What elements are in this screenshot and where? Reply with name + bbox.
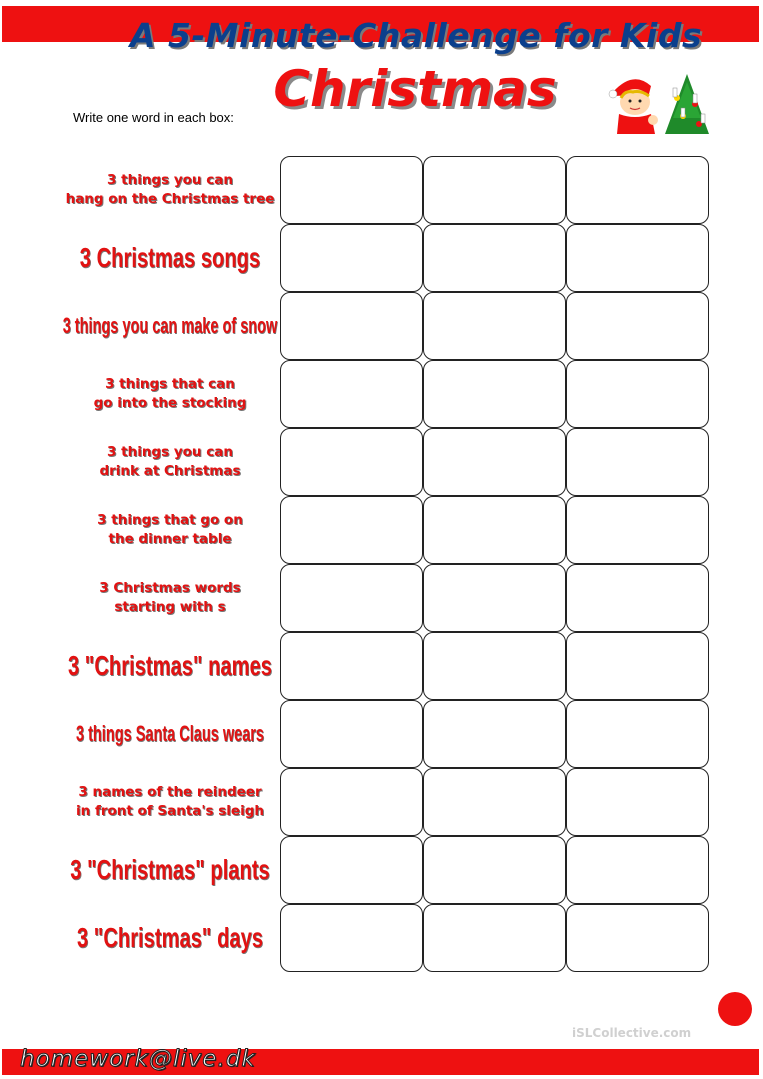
challenge-prompt-text bbox=[68, 646, 272, 685]
challenge-row bbox=[60, 156, 760, 224]
prompt-line-1: 3 things that can bbox=[105, 376, 235, 393]
prompt-line-1: 3 "Christmas" days bbox=[76, 922, 264, 954]
challenge-prompt bbox=[76, 904, 264, 972]
challenge-row bbox=[60, 768, 760, 836]
answer-box[interactable] bbox=[280, 632, 423, 700]
challenge-prompt bbox=[70, 836, 270, 904]
answer-box[interactable] bbox=[423, 428, 566, 496]
prompt-line-1: 3 "Christmas" plants bbox=[70, 854, 270, 886]
challenge-prompt bbox=[79, 224, 261, 292]
answer-box[interactable] bbox=[280, 156, 423, 224]
challenge-prompt-text bbox=[99, 443, 240, 481]
answer-box[interactable] bbox=[280, 292, 423, 360]
answer-box[interactable] bbox=[566, 156, 709, 224]
challenge-row bbox=[60, 836, 760, 904]
answer-box[interactable] bbox=[566, 360, 709, 428]
answer-box[interactable] bbox=[423, 836, 566, 904]
prompt-line-1: 3 things Santa Claus wears bbox=[75, 720, 265, 746]
answer-box[interactable] bbox=[423, 224, 566, 292]
answer-box[interactable] bbox=[566, 904, 709, 972]
answer-box[interactable] bbox=[566, 768, 709, 836]
answer-box[interactable] bbox=[566, 428, 709, 496]
instruction-text: Write one word in each box: bbox=[73, 110, 234, 125]
challenge-row bbox=[60, 564, 760, 632]
challenge-prompt bbox=[60, 496, 280, 564]
challenge-prompt-text bbox=[97, 511, 243, 549]
answer-box[interactable] bbox=[566, 836, 709, 904]
prompt-line-1: 3 things you can bbox=[107, 172, 233, 189]
red-dot bbox=[718, 992, 752, 1026]
answer-box[interactable] bbox=[280, 904, 423, 972]
challenge-prompt bbox=[60, 428, 280, 496]
challenge-prompt bbox=[75, 700, 265, 768]
challenge-prompt bbox=[67, 632, 273, 700]
challenge-prompt bbox=[60, 360, 280, 428]
challenge-prompt-text bbox=[66, 171, 275, 209]
challenge-row bbox=[60, 496, 760, 564]
prompt-line-2: starting with s bbox=[114, 599, 226, 615]
challenge-prompt-text bbox=[76, 783, 264, 821]
prompt-line-2: drink at Christmas bbox=[99, 463, 241, 479]
answer-box[interactable] bbox=[280, 836, 423, 904]
challenge-prompt bbox=[60, 768, 280, 836]
answer-box[interactable] bbox=[566, 292, 709, 360]
answer-box[interactable] bbox=[566, 564, 709, 632]
worksheet-title: A 5-Minute-Challenge for Kids bbox=[130, 16, 703, 55]
answer-box[interactable] bbox=[423, 360, 566, 428]
answer-box[interactable] bbox=[566, 700, 709, 768]
answer-box[interactable] bbox=[423, 904, 566, 972]
prompt-line-2: the dinner table bbox=[108, 531, 232, 547]
topic-title: Christmas bbox=[273, 60, 557, 118]
answer-box[interactable] bbox=[566, 632, 709, 700]
answer-box[interactable] bbox=[280, 224, 423, 292]
answer-box[interactable] bbox=[566, 224, 709, 292]
answer-box[interactable] bbox=[423, 292, 566, 360]
challenge-row bbox=[60, 360, 760, 428]
elf-with-christmas-tree-icon bbox=[605, 68, 715, 140]
challenge-row bbox=[60, 292, 760, 360]
challenge-prompt-text bbox=[99, 579, 240, 617]
answer-box[interactable] bbox=[423, 496, 566, 564]
challenge-prompt-text bbox=[94, 375, 247, 413]
prompt-line-1: 3 things that go on bbox=[97, 512, 243, 529]
prompt-line-1: 3 "Christmas" names bbox=[67, 650, 273, 682]
prompt-line-1: 3 things you can make of snow bbox=[62, 312, 278, 338]
answer-box[interactable] bbox=[280, 768, 423, 836]
challenge-row bbox=[60, 632, 760, 700]
challenge-prompt bbox=[60, 156, 280, 224]
prompt-line-2: go into the stocking bbox=[93, 395, 247, 411]
prompt-line-1: 3 Christmas words bbox=[99, 580, 241, 597]
challenge-row bbox=[60, 904, 760, 972]
prompt-line-1: 3 Christmas songs bbox=[79, 242, 261, 274]
prompt-line-1: 3 things you can bbox=[107, 444, 233, 461]
challenge-prompt bbox=[62, 292, 278, 360]
challenge-row bbox=[60, 224, 760, 292]
answer-box[interactable] bbox=[280, 496, 423, 564]
author-email: homework@live.dk bbox=[20, 1046, 256, 1072]
prompt-line-1: 3 names of the reindeer bbox=[78, 784, 262, 801]
answer-box[interactable] bbox=[280, 700, 423, 768]
prompt-line-2: in front of Santa's sleigh bbox=[76, 803, 264, 819]
challenge-prompt-text bbox=[80, 238, 260, 277]
answer-box[interactable] bbox=[423, 632, 566, 700]
challenge-prompt-text bbox=[77, 918, 263, 957]
challenge-row bbox=[60, 700, 760, 768]
answer-box[interactable] bbox=[280, 564, 423, 632]
answer-box[interactable] bbox=[423, 700, 566, 768]
challenge-prompt bbox=[60, 564, 280, 632]
challenge-row bbox=[60, 428, 760, 496]
site-watermark: iSLCollective.com bbox=[572, 1026, 692, 1040]
answer-box[interactable] bbox=[280, 428, 423, 496]
answer-box[interactable] bbox=[423, 156, 566, 224]
challenge-prompt-text bbox=[76, 719, 264, 750]
answer-box[interactable] bbox=[280, 360, 423, 428]
answer-box[interactable] bbox=[423, 768, 566, 836]
prompt-line-2: hang on the Christmas tree bbox=[65, 191, 275, 207]
challenge-prompt-text bbox=[63, 311, 278, 342]
answer-box[interactable] bbox=[566, 496, 709, 564]
answer-box[interactable] bbox=[423, 564, 566, 632]
challenge-prompt-text bbox=[70, 850, 269, 889]
